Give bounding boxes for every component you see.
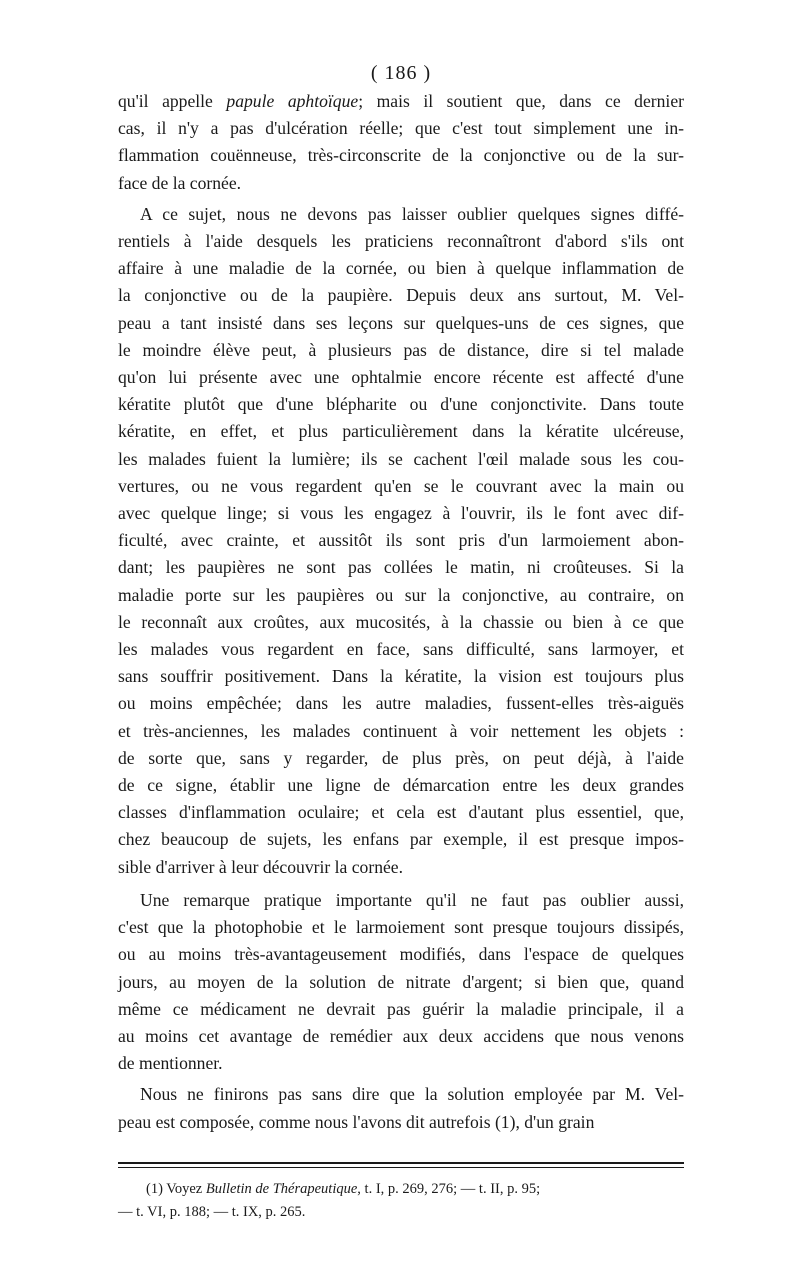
text-line: au moins cet avantage de remédier aux deux accidens que nous venons [118, 1025, 684, 1046]
text-line: avec quelque linge; si vous les engagez à l'ouvrir, ils le font avec dif- [118, 503, 684, 524]
text-line: kératite, en effet, et plus particulièrement dans la kératite ulcéreuse, [118, 421, 684, 442]
text-line: flammation couënneuse, très-circonscrite de la conjonctive ou de la sur- [118, 145, 684, 166]
text-line: et très-anciennes, les malades continuent à voir nettement les objets : [118, 720, 684, 741]
text-line: rentiels à l'aide desquels les praticiens reconnaîtront d'abord s'ils ont [118, 231, 684, 252]
separator-thin-rule [118, 1167, 684, 1168]
text-line: ou au moins très-avantageusement modifiés, dans l'espace de quelques [118, 944, 684, 965]
text-line: Une remarque pratique importante qu'il ne faut pas oublier aussi, [140, 889, 684, 910]
text-line: c'est que la photophobie et le larmoiement sont presque toujours dissipés, [118, 917, 684, 938]
text-line: de sorte que, sans y regarder, de plus près, on peut déjà, à l'aide [118, 747, 684, 768]
text-line: les malades vous regardent en face, sans difficulté, sans larmoyer, et [118, 639, 684, 660]
footnote-line: — t. VI, p. 188; — t. IX, p. 265. [118, 1203, 306, 1220]
separator-thick-rule [118, 1162, 684, 1164]
text-line: de mentionner. [118, 1053, 223, 1074]
footnote-line: (1) Voyez Bulletin de Thérapeutique, t. I, p. 269, 276; — t. II, p. 95; [146, 1180, 541, 1197]
page-number: ( 186 ) [370, 62, 432, 84]
text-line: ou moins empêchée; dans les autre maladies, fussent-elles très-aiguës [118, 693, 684, 714]
page [118, 60, 684, 1224]
text-line: sible d'arriver à leur découvrir la cornée. [118, 856, 404, 877]
text-line: dant; les paupières ne sont pas collées le matin, ni croûteuses. Si la [118, 557, 684, 578]
paragraph [118, 887, 684, 1077]
paragraph [118, 1081, 684, 1135]
text-line: cas, il n'y a pas d'ulcération réelle; que c'est tout simplement une in- [118, 118, 684, 139]
text-line: jours, au moyen de la solution de nitrate d'argent; si bien que, quand [118, 971, 684, 992]
text-line: les malades fuient la lumière; ils se cachent l'œil malade sous les cou- [118, 448, 684, 469]
text-line: A ce sujet, nous ne devons pas laisser oublier quelques signes diffé- [140, 203, 684, 224]
text-line: de ce signe, établir une ligne de démarcation entre les deux grandes [118, 775, 684, 796]
text-line: classes d'inflammation oculaire; et cela est d'autant plus essentiel, que, [118, 802, 684, 823]
text-line: qu'il appelle papule aphtoïque; mais il soutient que, dans ce dernier [118, 91, 684, 111]
text-line: Nous ne finirons pas sans dire que la solution employée par M. Vel- [140, 1084, 684, 1105]
text-line: chez beaucoup de sujets, les enfans par exemple, il est presque impos- [118, 829, 684, 850]
text-line: peau est composée, comme nous l'avons dit autrefois (1), d'un grain [118, 1111, 595, 1132]
text-line: kératite plutôt que d'une blépharite ou d'une conjonctivite. Dans toute [118, 394, 684, 415]
text-line: le reconnaît aux croûtes, aux mucosités, à la chassie ou bien à ce que [118, 611, 684, 632]
text-line: la conjonctive ou de la paupière. Depuis deux ans surtout, M. Vel- [118, 285, 684, 306]
text-line: qu'on lui présente avec une ophtalmie encore récente est affecté d'une [118, 367, 684, 388]
text-line: maladie porte sur les paupières ou sur la conjonctive, au contraire, on [118, 584, 684, 605]
text-line: sans souffrir positivement. Dans la kératite, la vision est toujours plus [118, 666, 684, 687]
paragraph [118, 201, 684, 881]
text-line: peau a tant insisté dans ses leçons sur quelques-uns de ces signes, que [118, 312, 684, 333]
text-line: le moindre élève peut, à plusieurs pas de distance, dire si tel malade [118, 339, 684, 360]
paragraph [118, 88, 684, 197]
footnote-separator [118, 1162, 684, 1168]
text-line: vertures, ou ne vous regardent qu'en se le couvrant avec la main ou [118, 475, 684, 496]
text-line: face de la cornée. [118, 172, 242, 193]
text-line: même ce médicament ne devrait pas guérir la maladie principale, il a [118, 998, 684, 1019]
text-line: affaire à une maladie de la cornée, ou bien à quelque inflammation de [118, 258, 684, 279]
footnote [118, 1178, 684, 1224]
text-line: ficulté, avec crainte, et aussitôt ils sont pris d'un larmoiement abon- [118, 530, 684, 551]
body-text [118, 88, 684, 1136]
